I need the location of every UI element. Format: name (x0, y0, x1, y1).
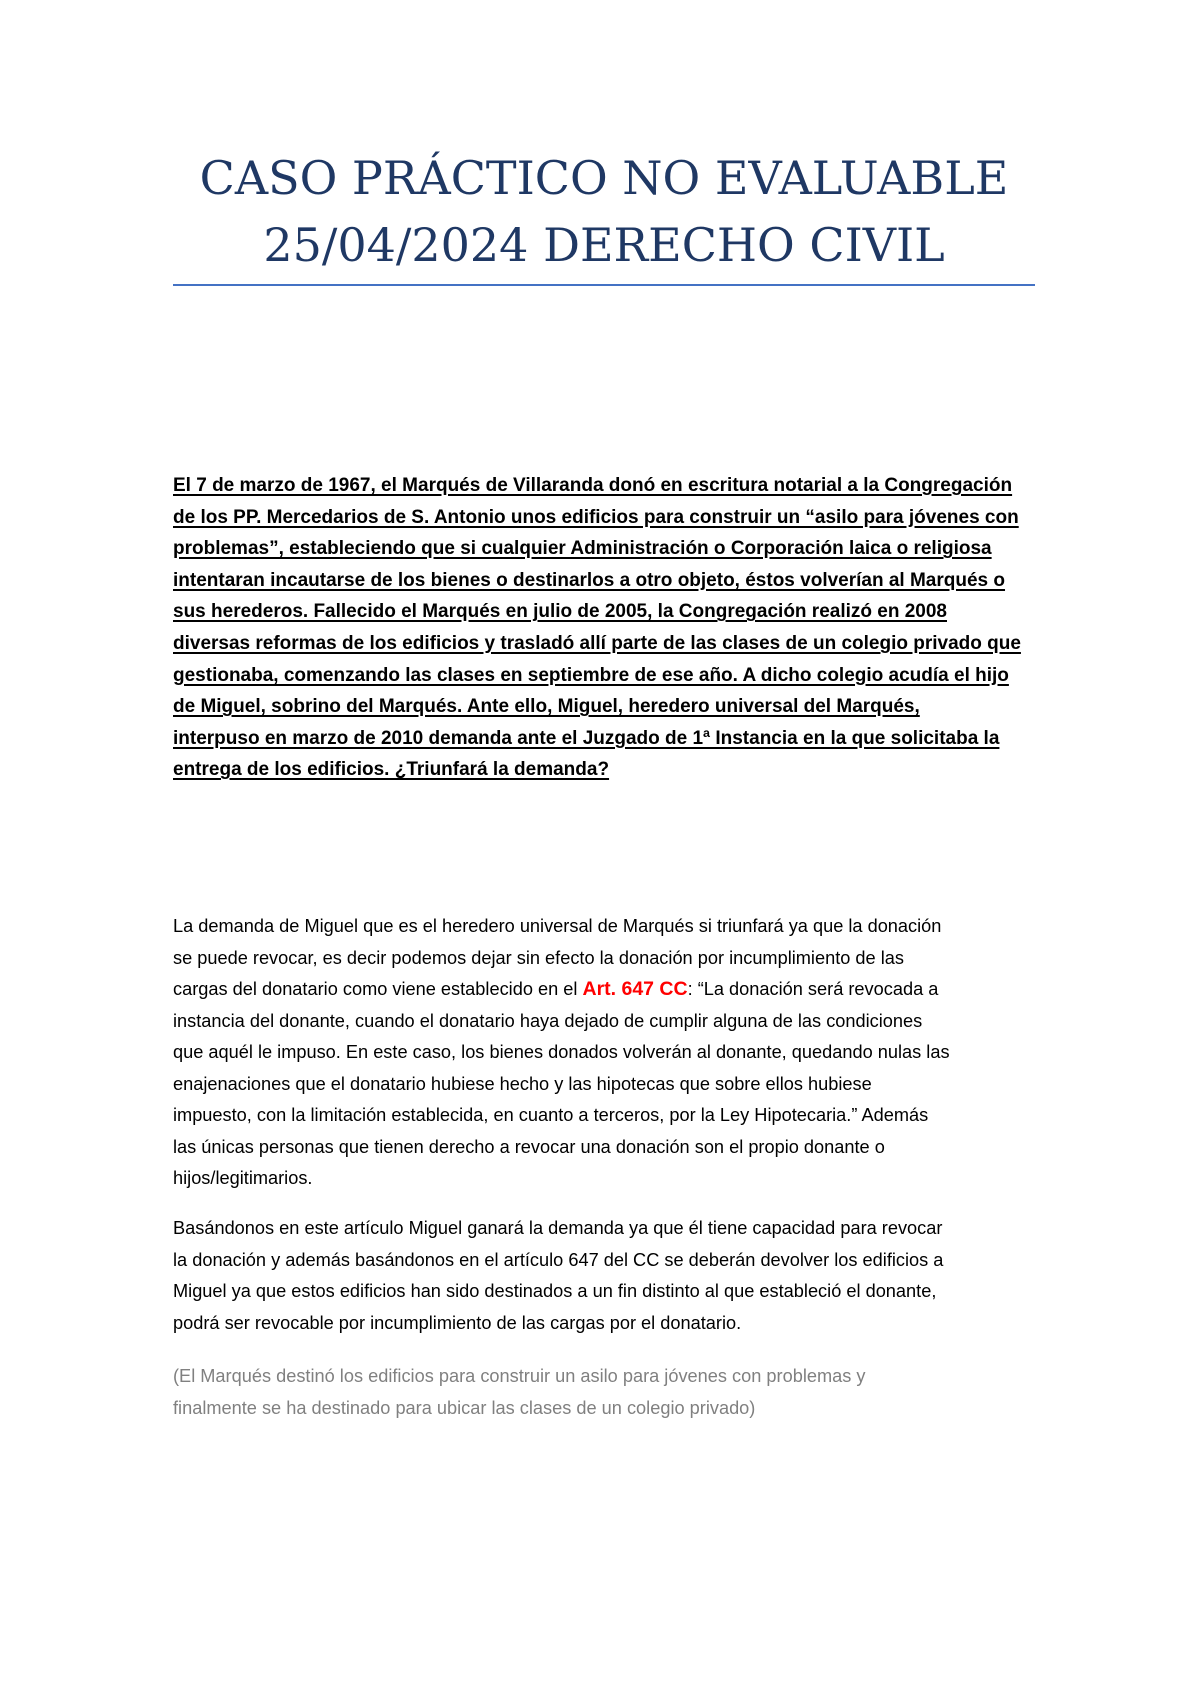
answer-line: las únicas personas que tienen derecho a revocar una donación son el propio donante o (173, 1136, 885, 1157)
answer-line: Basándonos en este artículo Miguel ganará la demanda ya que él tiene capacidad para revocar (173, 1218, 943, 1238)
note-line: (El Marqués destinó los edificios para construir un asilo para jóvenes con problemas y (173, 1366, 866, 1386)
answer-line-with-reference (173, 974, 1043, 1006)
note-line: finalmente se ha destinado para ubicar las clases de un colegio privado) (173, 1397, 756, 1418)
answer-line: impuesto, con la limitación establecida, en cuanto a terceros, por la Ley Hipotecaria.” Además (173, 1105, 929, 1125)
answer-line: instancia del donante, cuando el donatario haya dejado de cumplir alguna de las condiciones (173, 1010, 923, 1031)
question-line: El 7 de marzo de 1967, el Marqués de Villaranda donó en escritura notarial a la Congregación (173, 475, 1013, 496)
question-line: de Miguel, sobrino del Marqués. Ante ello, Miguel, heredero universal del Marqués, (173, 696, 920, 718)
answer-line: Miguel ya que estos edificios han sido destinados a un fin distinto al que estableció el donante, (173, 1281, 937, 1301)
answer-paragraph-1 (173, 911, 1043, 1195)
question-line: entrega de los edificios. ¿Triunfará la demanda? (173, 759, 610, 781)
question-line: sus herederos. Fallecido el Marqués en julio de 2005, la Congregación realizó en 2008 (173, 601, 947, 623)
answer-text: : “La donación será revocada a (687, 979, 939, 999)
case-question (173, 470, 1043, 786)
title-line-1: CASO PRÁCTICO NO EVALUABLE (199, 151, 1009, 205)
document-title (173, 145, 1035, 279)
answer-line: se puede revocar, es decir podemos dejar sin efecto la donación por incumplimiento de las (173, 947, 904, 968)
question-line: diversas reformas de los edificios y trasladó allí parte de las clases de un colegio privado que (173, 632, 1021, 654)
answer-line: podrá ser revocable por incumplimiento de las cargas por el donatario. (173, 1312, 742, 1333)
answer-line: que aquél le impuso. En este caso, los bienes donados volverán al donante, quedando nulas las (173, 1042, 950, 1062)
title-line-2: 25/04/2024 DERECHO CIVIL (263, 218, 945, 272)
question-line: de los PP. Mercedarios de S. Antonio unos edificios para construir un “asilo para jóvenes con (173, 506, 1019, 528)
question-line: problemas”, estableciendo que si cualquier Administración o Corporación laica o religiosa (173, 538, 992, 560)
question-line: intentaran incautarse de los bienes o destinarlos a otro objeto, éstos volverían al Marqués o (173, 569, 1006, 591)
title-underline-rule (173, 284, 1035, 286)
question-line: interpuso en marzo de 2010 demanda ante el Juzgado de 1ª Instancia en la que solicitaba la (173, 727, 1000, 749)
answer-text: cargas del donatario como viene establecido en el (173, 979, 583, 999)
article-reference: Art. 647 CC (582, 978, 688, 1000)
answer-line: la donación y además basándonos en el artículo 647 del CC se deberán devolver los edificios a (173, 1249, 944, 1270)
question-line: gestionaba, comenzando las clases en septiembre de ese año. A dicho colegio acudía el hijo (173, 664, 1009, 686)
answer-note-paragraph (173, 1361, 1043, 1424)
answer-line: hijos/legitimarios. (173, 1168, 313, 1188)
answer-paragraph-2 (173, 1213, 1043, 1339)
answer-line: La demanda de Miguel que es el heredero universal de Marqués si triunfará ya que la donación (173, 916, 942, 936)
answer-line: enajenaciones que el donatario hubiese hecho y las hipotecas que sobre ellos hubiese (173, 1073, 872, 1094)
